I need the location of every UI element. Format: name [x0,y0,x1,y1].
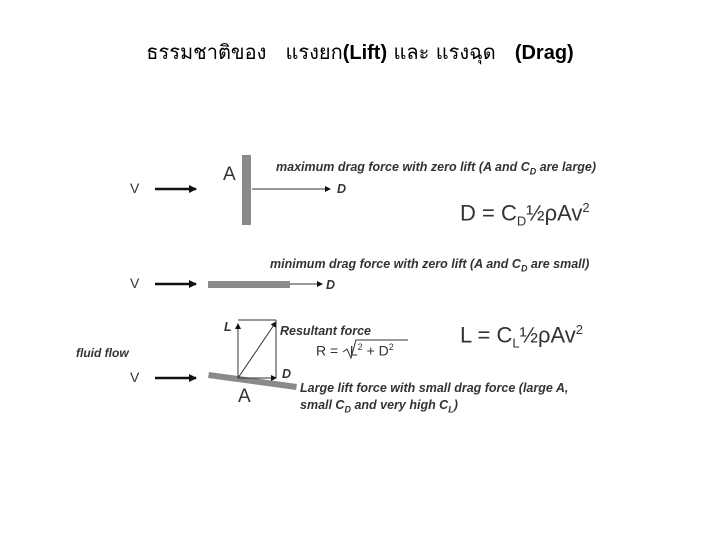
case1-desc-sub: D [529,166,537,177]
lift-eq-sub: L [512,335,520,351]
case3-description-line2 [300,398,458,415]
case3-desc2-post: ) [453,398,458,412]
r-eq-plus-d: + D [366,342,389,359]
case2-desc-post: are small) [527,257,590,271]
drag-eq-sup: 2 [582,200,590,215]
case3-desc2-pre: small C [300,398,345,412]
drag-equation [460,200,590,229]
lift-eq-lhs: L = C [460,322,513,348]
fluid-flow-label: fluid flow [76,346,129,360]
case2-description [270,257,589,274]
r-eq-sq2: 2 [388,342,394,352]
case2-desc-text: minimum drag force with zero lift (A and C [270,257,521,271]
r-eq-l: L [349,342,358,359]
resultant-force-label: Resultant force [280,324,371,338]
case3-desc2-mid: and very high C [350,398,449,412]
title-thai-lift: แรงยก [285,40,343,64]
case2-desc-sub: D [520,263,528,274]
drag-label-1: D [337,182,347,196]
resultant-arrow [238,322,276,378]
velocity-label-3: V [130,369,140,385]
drag-label-2: D [326,278,336,292]
velocity-label-1: V [130,180,140,196]
resultant-equation [316,342,394,359]
drag-eq-lhs: D = C [460,200,517,226]
drag-eq-sub: D [516,213,527,229]
lift-equation [460,322,583,351]
case1-desc-text: maximum drag force with zero lift (A and C [276,160,530,174]
horizontal-plate [208,281,290,288]
velocity-label-2: V [130,275,140,291]
title-lift: (Lift) [342,42,388,64]
title-drag: (Drag) [514,42,574,64]
r-eq-lhs: R = [316,342,339,359]
case1-description [276,160,596,177]
case1-desc-post: are large) [536,160,597,174]
drag-label-3: D [282,367,292,381]
title-thai-nature: ธรรมชาติของ [146,40,267,64]
case3-desc2-sub2: L [448,404,454,415]
r-eq-sq1: 2 [357,342,363,352]
title-thai-and-drag: และ แรงฉุด [393,40,496,64]
area-label-3: A [238,386,251,407]
area-label-1: A [223,164,236,185]
vertical-plate [242,155,251,225]
lift-eq-rhs: ½ρAv [519,322,576,348]
case3-desc2-sub1: D [344,404,351,415]
lift-label: L [224,320,232,334]
case3-description-line1: Large lift force with small drag force (large A, [300,381,569,395]
lift-eq-sup: 2 [575,322,583,337]
drag-eq-rhs: ½ρAv [526,200,583,226]
